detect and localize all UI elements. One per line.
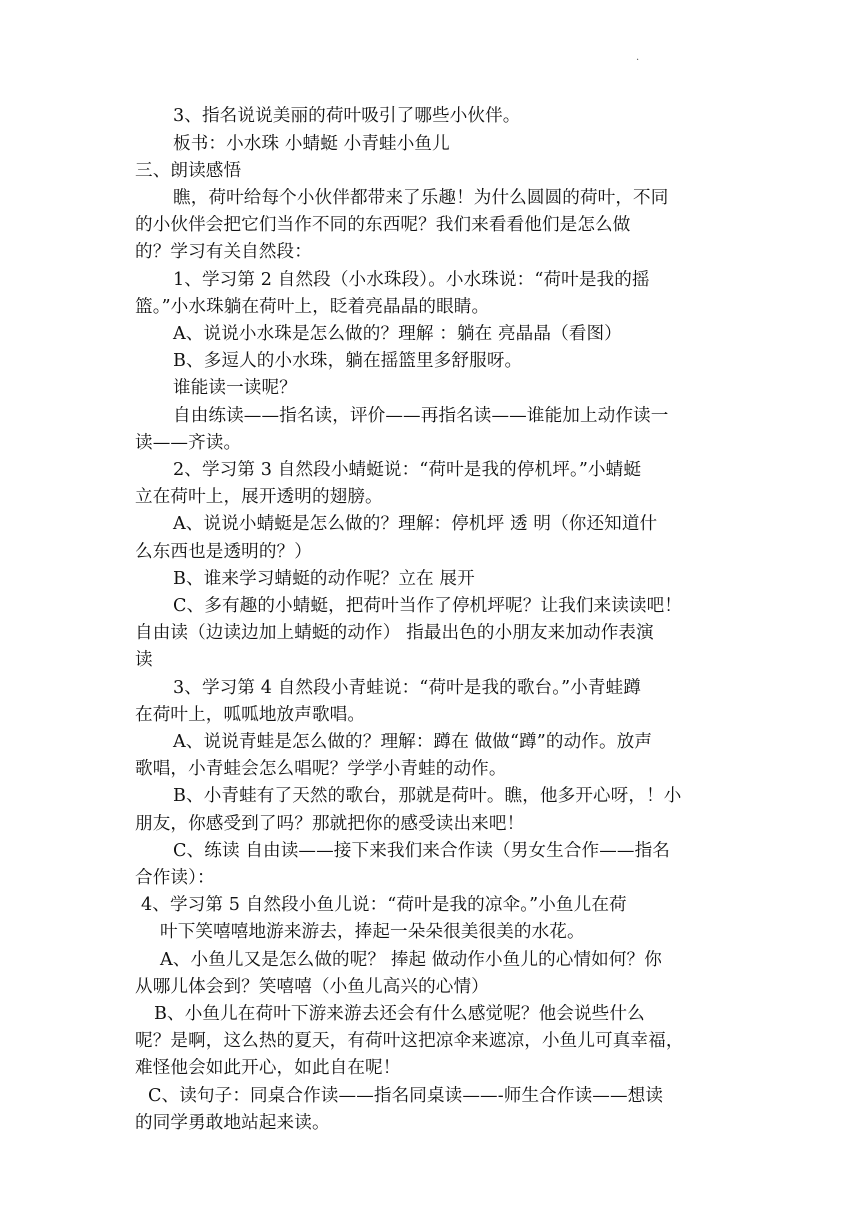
text-line: 读 bbox=[135, 650, 153, 670]
text-line: 自由读（边读边加上蜻蜓的动作） 指最出色的小朋友来加动作表演 bbox=[135, 623, 654, 643]
text-line: C、读句子：同桌合作读——指名同桌读——-师生合作读——想读 bbox=[148, 1086, 664, 1106]
text-line: 难怪他会如此开心，如此自在呢！ bbox=[135, 1058, 401, 1078]
text-line: 的？学习有关自然段： bbox=[135, 242, 312, 262]
text-line: 从哪儿体会到？笑嘻嘻（小鱼儿高兴的心情） bbox=[135, 977, 489, 997]
text-line: 在荷叶上，呱呱地放声歌唱。 bbox=[135, 705, 366, 725]
text-line: 读——齐读。 bbox=[135, 433, 242, 453]
text-line: 自由练读——指名读，评价——再指名读——谁能加上动作读一 bbox=[173, 406, 669, 426]
text-line: 叶下笑嘻嘻地游来游去，捧起一朵朵很美很美的水花。 bbox=[160, 922, 585, 942]
text-line: 2、学习第 3 自然段小蜻蜓说：“荷叶是我的停机坪。”小蜻蜓 bbox=[173, 460, 642, 480]
text-line: B、小青蛙有了天然的歌台，那就是荷叶。瞧，他多开心呀，！小 bbox=[173, 786, 682, 806]
text-line: B、多逗人的小水珠，躺在摇篮里多舒服呀。 bbox=[173, 351, 523, 371]
text-line: 3、学习第 4 自然段小青蛙说：“荷叶是我的歌台。”小青蛙蹲 bbox=[173, 678, 642, 698]
text-line: 的同学勇敢地站起来读。 bbox=[135, 1113, 330, 1133]
corner-mark: . bbox=[636, 52, 640, 63]
text-line: 篮。”小水珠躺在荷叶上，眨着亮晶晶的眼睛。 bbox=[135, 297, 490, 317]
text-line: 朋友，你感受到了吗？那就把你的感受读出来吧！ bbox=[135, 814, 525, 834]
text-line: A、说说青蛙是怎么做的？理解：蹲在 做做“蹲”的动作。放声 bbox=[173, 732, 653, 752]
text-line: 歌唱，小青蛙会怎么唱呢？学学小青蛙的动作。 bbox=[135, 759, 507, 779]
text-line: 3、指名说说美丽的荷叶吸引了哪些小伙伴。 bbox=[173, 106, 521, 126]
text-line: 1、学习第 2 自然段（小水珠段）。小水珠说：“荷叶是我的摇 bbox=[173, 270, 650, 290]
text-line: 呢？是啊，这么热的夏天，有荷叶这把凉伞来遮凉，小鱼儿可真幸福， bbox=[135, 1031, 684, 1051]
section-heading: 三、朗读感悟 bbox=[135, 161, 242, 181]
text-line: 谁能读一读呢？ bbox=[173, 378, 297, 398]
text-line: A、说说小水珠是怎么做的？理解 ：躺在 亮晶晶（看图） bbox=[173, 324, 622, 344]
text-line: C、练读 自由读——接下来我们来合作读（男女生合作——指名 bbox=[173, 841, 670, 861]
text-line: 立在荷叶上，展开透明的翅膀。 bbox=[135, 487, 383, 507]
text-line: B、谁来学习蜻蜓的动作呢？立在 展开 bbox=[173, 569, 475, 589]
text-line: A、小鱼儿又是怎么做的呢？ 捧起 做动作小鱼儿的心情如何？你 bbox=[160, 950, 662, 970]
text-line: 么东西也是透明的？） bbox=[135, 542, 312, 562]
text-line: C、多有趣的小蜻蜓，把荷叶当作了停机坪呢？让我们来读读吧！ bbox=[173, 596, 682, 616]
text-line: 板书：小水珠 小蜻蜓 小青蛙小鱼儿 bbox=[173, 134, 450, 154]
text-line: 4、学习第 5 自然段小鱼儿说：“荷叶是我的凉伞。”小鱼儿在荷 bbox=[141, 895, 627, 915]
text-line: A、说说小蜻蜓是怎么做的？理解：停机坪 透 明（你还知道什 bbox=[173, 514, 658, 534]
text-line: 合作读）： bbox=[135, 868, 215, 888]
text-line: B、小鱼儿在荷叶下游来游去还会有什么感觉呢？他会说些什么 bbox=[154, 1004, 645, 1024]
text-line: 的小伙伴会把它们当作不同的东西呢？我们来看看他们是怎么做 bbox=[135, 215, 631, 235]
text-line: 瞧，荷叶给每个小伙伴都带来了乐趣！为什么圆圆的荷叶，不同 bbox=[173, 188, 669, 208]
